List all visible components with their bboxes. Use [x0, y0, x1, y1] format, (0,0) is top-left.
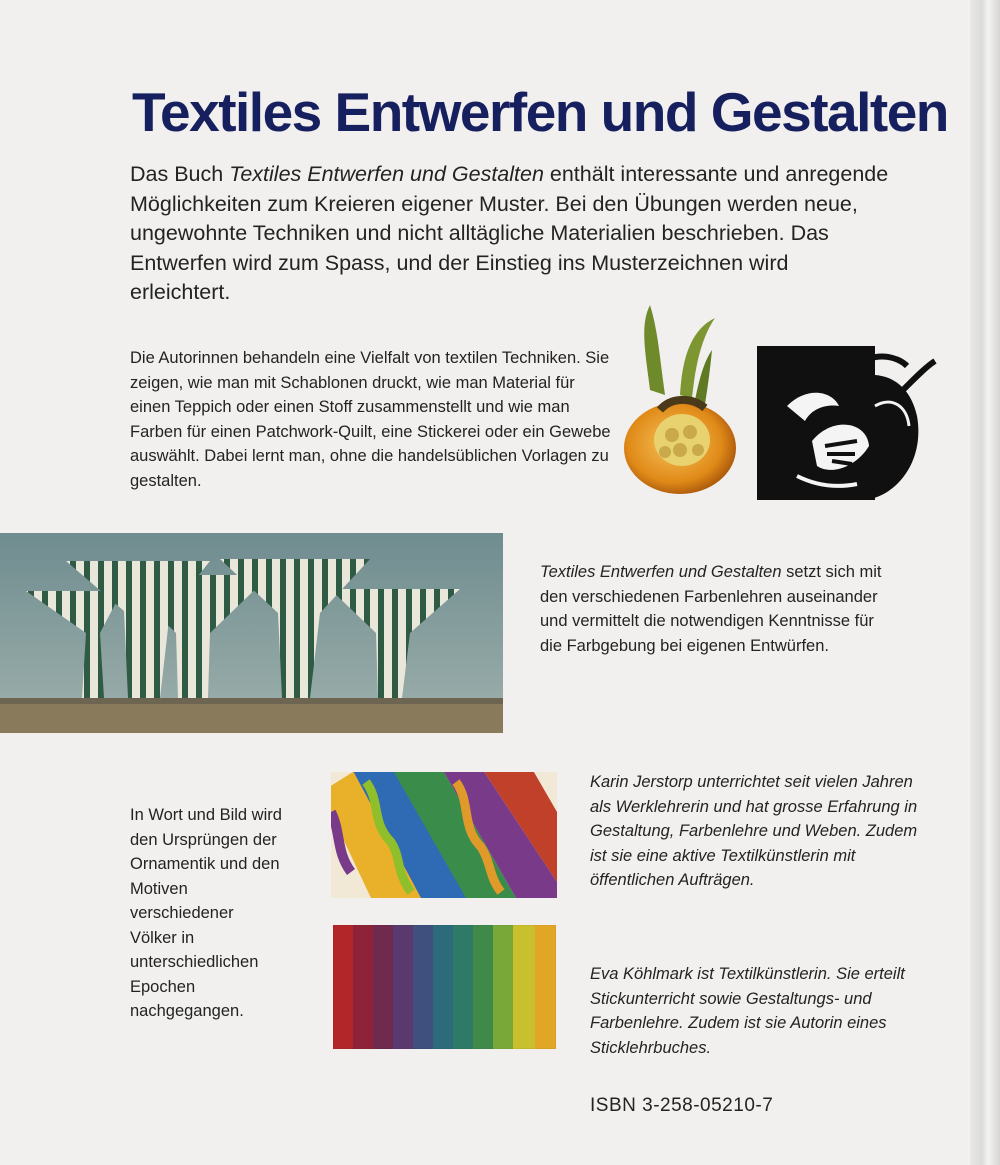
stencil-graphic — [757, 346, 937, 500]
author-bio-eva: Eva Köhlmark ist Textilkünstlerin. Sie erteilt Stickunterricht sowie Gestaltungs- und Farbenlehre. Zudem ist sie Autorin eines Sticklehrbuches. — [590, 965, 905, 1057]
intro-lead: Das Buch — [130, 162, 230, 186]
book-title: Textiles Entwerfen und Gestalten — [132, 81, 948, 143]
painted-pattern-image — [331, 772, 557, 898]
book-spine-edge — [970, 0, 1000, 1165]
techniques-paragraph: Die Autorinnen behandeln eine Vielfalt von textilen Techniken. Sie zeigen, wie man mit Schablonen druckt, wie man Material für einen Teppich oder einen Stoff zusammenstellt und wie man Farben für einen Patchwork-Quilt, eine Stickerei oder ein Gewebe auswählt. Dabei lernt man, ohne die handelsüblichen Vorlagen zu gestalten. — [130, 349, 611, 490]
rosehip-photo — [620, 300, 750, 500]
ornament-paragraph: In Wort und Bild wird den Ursprüngen der Ornamentik und den Motiven verschiedener Völker in unterschiedlichen Epochen nachgegangen. — [130, 806, 282, 1020]
isbn-number: ISBN 3-258-05210-7 — [590, 1095, 774, 1116]
yarn-spectrum-image — [333, 925, 556, 1049]
author-bio-karin: Karin Jerstorp unterrichtet seit vielen Jahren als Werklehrerin und hat grosse Erfahrung in Gestaltung, Farbenlehre und Weben. Zudem ist sie eine aktive Textilkünstlerin mit öffentlichen Aufträgen. — [590, 773, 918, 889]
color-theory-paragraph — [540, 560, 900, 658]
color-theory-rest: setzt sich mit den verschiedenen Farbenlehren auseinander und vermittelt die notwendigen Kenntnisse für die Farbgebung bei eigenen Entwürfen. — [540, 563, 882, 655]
intro-paragraph — [130, 160, 890, 308]
color-theory-book-title: Textiles Entwerfen und Gestalten — [540, 563, 782, 581]
water-towers-photo — [0, 533, 503, 733]
intro-rest: enthält interessante und anregende Möglichkeiten zum Kreieren eigener Muster. Bei den Übungen werden neue, ungewohnte Techniken und nicht alltägliche Materialien beschrieben. Das Entwerfen wird zum Spass, und der Einstieg ins Musterzeichnen wird erleichtert. — [130, 162, 889, 304]
intro-book-title: Textiles Entwerfen und Gestalten — [229, 162, 544, 186]
